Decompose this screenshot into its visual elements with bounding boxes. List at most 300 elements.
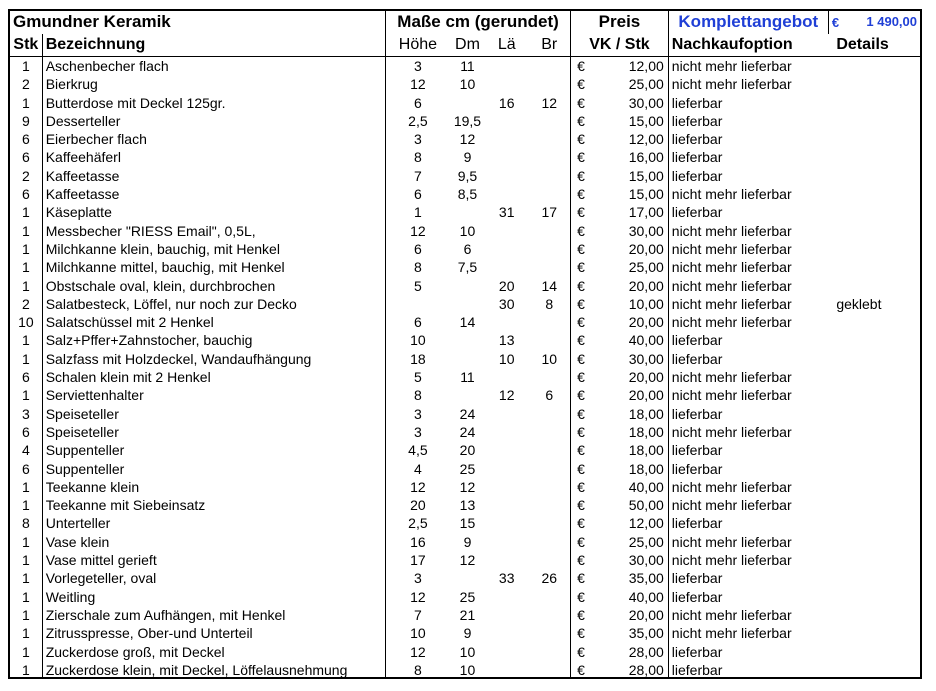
row-diameter: 15 xyxy=(459,515,476,532)
row-height: 10 xyxy=(385,331,449,349)
row-name: Bierkrug xyxy=(42,75,385,93)
row-currency: € xyxy=(571,185,599,203)
row-currency: € xyxy=(571,643,599,661)
row-details xyxy=(828,75,920,93)
row-price: 20,00 xyxy=(628,277,664,294)
row-availability: nicht mehr lieferbar xyxy=(668,496,828,514)
row-height: 10 xyxy=(385,624,449,642)
row-currency: € xyxy=(571,240,599,258)
row-length xyxy=(485,75,528,93)
row-details xyxy=(828,130,920,148)
table-row xyxy=(10,313,920,331)
row-price: 25,00 xyxy=(628,533,664,550)
row-length xyxy=(485,167,528,185)
row-name: Vase mittel gerieft xyxy=(42,551,385,569)
row-name: Salatschüssel mit 2 Henkel xyxy=(42,313,385,331)
row-width: 8 xyxy=(545,295,554,312)
row-height: 8 xyxy=(385,386,449,404)
row-price: 30,00 xyxy=(628,94,664,111)
row-availability: lieferbar xyxy=(668,441,828,459)
row-width xyxy=(528,112,570,130)
row-height: 8 xyxy=(385,148,449,166)
row-length xyxy=(485,551,528,569)
row-details xyxy=(828,386,920,404)
row-width xyxy=(528,75,570,93)
table-row xyxy=(10,441,920,459)
table-row xyxy=(10,112,920,130)
row-length xyxy=(485,496,528,514)
row-details xyxy=(828,588,920,606)
row-qty: 1 xyxy=(21,588,30,605)
row-diameter: 9 xyxy=(463,149,472,166)
row-name: Weitling xyxy=(42,588,385,606)
row-name: Zierschale zum Aufhängen, mit Henkel xyxy=(42,606,385,624)
table-row xyxy=(10,514,920,532)
row-qty: 6 xyxy=(21,423,30,440)
row-availability: lieferbar xyxy=(668,112,828,130)
row-width: 12 xyxy=(541,94,558,111)
row-availability: nicht mehr lieferbar xyxy=(668,624,828,642)
row-qty: 1 xyxy=(21,240,30,257)
row-details xyxy=(828,313,920,331)
row-length xyxy=(485,533,528,551)
row-height: 4 xyxy=(385,460,449,478)
row-qty: 1 xyxy=(21,222,30,239)
row-qty: 2 xyxy=(21,295,30,312)
row-currency: € xyxy=(571,551,599,569)
row-qty: 2 xyxy=(21,167,30,184)
row-currency: € xyxy=(571,386,599,404)
row-currency: € xyxy=(571,533,599,551)
row-height: 2,5 xyxy=(385,112,449,130)
row-name: Messbecher "RIESS Email", 0,5L, xyxy=(42,222,385,240)
row-qty: 6 xyxy=(21,131,30,148)
row-length: 30 xyxy=(498,295,515,312)
table-row xyxy=(10,405,920,423)
row-price: 12,00 xyxy=(628,58,664,74)
row-diameter xyxy=(450,295,485,313)
row-details xyxy=(828,57,920,76)
row-name: Desserteller xyxy=(42,112,385,130)
row-height: 3 xyxy=(385,57,449,76)
col-height-header: Höhe xyxy=(385,34,449,57)
row-diameter: 10 xyxy=(459,661,476,678)
row-height: 2,5 xyxy=(385,514,449,532)
sheet-title: Gmundner Keramik xyxy=(13,12,171,32)
row-name: Salzfass mit Holzdeckel, Wandaufhängung xyxy=(42,350,385,368)
row-diameter xyxy=(450,386,485,404)
row-width xyxy=(528,167,570,185)
row-qty: 1 xyxy=(21,277,30,294)
row-qty: 8 xyxy=(21,515,30,532)
row-price: 40,00 xyxy=(628,588,664,605)
row-qty: 1 xyxy=(21,350,30,367)
row-qty: 10 xyxy=(18,314,34,331)
row-length xyxy=(485,313,528,331)
row-width xyxy=(528,588,570,606)
row-width xyxy=(528,313,570,331)
row-length: 31 xyxy=(498,204,515,221)
table-row xyxy=(10,661,920,679)
row-availability: nicht mehr lieferbar xyxy=(668,258,828,276)
row-availability: nicht mehr lieferbar xyxy=(668,222,828,240)
row-qty: 4 xyxy=(21,442,30,459)
row-price: 20,00 xyxy=(628,387,664,404)
table-row xyxy=(10,496,920,514)
row-name: Zitrusspresse, Ober-und Unterteil xyxy=(42,624,385,642)
col-name-header: Bezeichnung xyxy=(42,34,385,57)
row-length xyxy=(485,624,528,642)
table-row xyxy=(10,624,920,642)
row-availability: lieferbar xyxy=(668,203,828,221)
row-price: 20,00 xyxy=(628,314,664,331)
row-width: 14 xyxy=(541,277,558,294)
row-length xyxy=(485,185,528,203)
row-currency: € xyxy=(571,75,599,93)
col-availability-header: Nachkaufoption xyxy=(668,34,828,57)
row-height: 3 xyxy=(385,423,449,441)
row-availability: lieferbar xyxy=(668,405,828,423)
row-height: 17 xyxy=(385,551,449,569)
row-width xyxy=(528,258,570,276)
row-price: 20,00 xyxy=(628,240,664,257)
row-qty: 1 xyxy=(21,259,30,276)
row-availability: lieferbar xyxy=(668,643,828,661)
row-diameter: 6 xyxy=(463,240,472,257)
row-width xyxy=(528,478,570,496)
row-details xyxy=(828,624,920,642)
row-height: 7 xyxy=(385,606,449,624)
row-details xyxy=(828,350,920,368)
col-price-header: VK / Stk xyxy=(571,34,669,57)
row-height: 16 xyxy=(385,533,449,551)
row-availability: nicht mehr lieferbar xyxy=(668,423,828,441)
row-diameter: 10 xyxy=(459,222,476,239)
row-height: 5 xyxy=(385,368,449,386)
table-row xyxy=(10,222,920,240)
row-currency: € xyxy=(571,222,599,240)
row-width: 26 xyxy=(541,570,558,587)
row-diameter xyxy=(450,350,485,368)
row-details xyxy=(828,533,920,551)
row-availability: nicht mehr lieferbar xyxy=(668,478,828,496)
table-row xyxy=(10,130,920,148)
row-width xyxy=(528,661,570,679)
row-availability: nicht mehr lieferbar xyxy=(668,313,828,331)
row-price: 35,00 xyxy=(628,625,664,642)
row-width xyxy=(528,331,570,349)
table-row xyxy=(10,606,920,624)
row-diameter: 12 xyxy=(459,552,476,569)
row-width xyxy=(528,423,570,441)
row-availability: lieferbar xyxy=(668,350,828,368)
row-availability: lieferbar xyxy=(668,514,828,532)
row-length: 33 xyxy=(498,570,515,587)
row-height: 5 xyxy=(385,277,449,295)
row-width xyxy=(528,130,570,148)
table-row xyxy=(10,203,920,221)
row-qty: 1 xyxy=(21,625,30,642)
row-width xyxy=(528,551,570,569)
row-price: 35,00 xyxy=(628,570,664,587)
row-width xyxy=(528,368,570,386)
table-row xyxy=(10,75,920,93)
row-availability: lieferbar xyxy=(668,94,828,112)
row-width xyxy=(528,624,570,642)
row-name: Salatbesteck, Löffel, nur noch zur Decko xyxy=(42,295,385,313)
row-name: Eierbecher flach xyxy=(42,130,385,148)
row-length xyxy=(485,460,528,478)
row-price: 17,00 xyxy=(628,204,664,221)
row-details xyxy=(828,441,920,459)
row-price: 16,00 xyxy=(628,149,664,166)
row-width xyxy=(528,441,570,459)
row-diameter: 13 xyxy=(459,497,476,514)
row-diameter: 25 xyxy=(459,588,476,605)
col-width-header: Br xyxy=(528,34,570,57)
row-height: 7 xyxy=(385,167,449,185)
row-price: 40,00 xyxy=(628,478,664,495)
table-row xyxy=(10,258,920,276)
row-name: Schalen klein mit 2 Henkel xyxy=(42,368,385,386)
row-height: 12 xyxy=(385,588,449,606)
row-width: 17 xyxy=(541,204,558,221)
row-details xyxy=(828,277,920,295)
row-availability: lieferbar xyxy=(668,167,828,185)
row-currency: € xyxy=(571,313,599,331)
row-height: 6 xyxy=(385,94,449,112)
row-currency: € xyxy=(571,148,599,166)
row-availability: nicht mehr lieferbar xyxy=(668,551,828,569)
row-price: 28,00 xyxy=(628,661,664,678)
row-width xyxy=(528,148,570,166)
row-name: Suppenteller xyxy=(42,441,385,459)
row-qty: 1 xyxy=(21,478,30,495)
row-price: 18,00 xyxy=(628,442,664,459)
row-diameter: 10 xyxy=(459,76,476,93)
row-qty: 2 xyxy=(21,76,30,93)
row-width xyxy=(528,240,570,258)
table-row xyxy=(10,350,920,368)
row-width: 6 xyxy=(545,387,554,404)
row-height: 4,5 xyxy=(385,441,449,459)
row-currency: € xyxy=(571,405,599,423)
row-price: 15,00 xyxy=(628,112,664,129)
row-price: 20,00 xyxy=(628,369,664,386)
row-details xyxy=(828,331,920,349)
row-qty: 1 xyxy=(21,606,30,623)
row-currency: € xyxy=(571,569,599,587)
row-price: 25,00 xyxy=(628,259,664,276)
row-details xyxy=(828,368,920,386)
row-name: Kaffeetasse xyxy=(42,185,385,203)
row-details xyxy=(828,496,920,514)
row-length xyxy=(485,258,528,276)
row-length xyxy=(485,588,528,606)
row-height: 12 xyxy=(385,643,449,661)
row-diameter xyxy=(450,203,485,221)
table-row xyxy=(10,331,920,349)
row-currency: € xyxy=(571,57,599,76)
row-diameter: 11 xyxy=(460,58,475,74)
row-details xyxy=(828,643,920,661)
row-length xyxy=(485,478,528,496)
table-body xyxy=(10,57,920,680)
row-qty: 6 xyxy=(21,460,30,477)
row-currency: € xyxy=(571,496,599,514)
row-currency: € xyxy=(571,423,599,441)
row-length xyxy=(485,514,528,532)
row-width xyxy=(528,496,570,514)
row-qty: 1 xyxy=(21,570,30,587)
table-row xyxy=(10,368,920,386)
row-name: Käseplatte xyxy=(42,203,385,221)
dimensions-group-header: Maße cm (gerundet) xyxy=(385,11,570,34)
table-row xyxy=(10,460,920,478)
row-width xyxy=(528,643,570,661)
row-name: Speiseteller xyxy=(42,405,385,423)
row-price: 12,00 xyxy=(628,515,664,532)
complete-offer-currency: € xyxy=(831,14,840,30)
row-details xyxy=(828,240,920,258)
row-qty: 3 xyxy=(21,405,30,422)
row-details xyxy=(828,569,920,587)
row-qty: 1 xyxy=(21,94,30,111)
row-details xyxy=(828,185,920,203)
row-length: 13 xyxy=(498,332,515,349)
row-name: Kaffeehäferl xyxy=(42,148,385,166)
row-diameter: 11 xyxy=(460,369,475,386)
price-group-header: Preis xyxy=(571,11,669,34)
row-qty: 1 xyxy=(21,661,30,678)
row-price: 18,00 xyxy=(628,405,664,422)
col-length-header: Lä xyxy=(485,34,528,57)
row-width xyxy=(528,222,570,240)
row-details xyxy=(828,478,920,496)
row-name: Vorlegeteller, oval xyxy=(42,569,385,587)
table-row xyxy=(10,533,920,551)
row-currency: € xyxy=(571,606,599,624)
row-name: Obstschale oval, klein, durchbrochen xyxy=(42,277,385,295)
row-qty: 1 xyxy=(21,204,30,221)
row-price: 25,00 xyxy=(628,76,664,93)
row-height: 6 xyxy=(385,313,449,331)
row-width xyxy=(528,57,570,76)
row-availability: nicht mehr lieferbar xyxy=(668,533,828,551)
row-price: 30,00 xyxy=(628,222,664,239)
row-availability: nicht mehr lieferbar xyxy=(668,75,828,93)
row-price: 12,00 xyxy=(628,131,664,148)
row-length: 10 xyxy=(498,350,515,367)
row-length xyxy=(485,57,528,76)
row-height: 6 xyxy=(385,240,449,258)
row-width xyxy=(528,185,570,203)
row-height: 18 xyxy=(385,350,449,368)
col-diameter-header: Dm xyxy=(450,34,485,57)
row-name: Vase klein xyxy=(42,533,385,551)
row-diameter: 9,5 xyxy=(457,167,478,184)
row-details xyxy=(828,606,920,624)
row-currency: € xyxy=(571,514,599,532)
row-qty: 6 xyxy=(21,186,30,203)
row-details xyxy=(828,514,920,532)
row-length: 20 xyxy=(498,277,515,294)
table-row xyxy=(10,167,920,185)
row-availability: lieferbar xyxy=(668,661,828,679)
price-list-sheet xyxy=(8,9,922,679)
row-height: 12 xyxy=(385,478,449,496)
row-availability: nicht mehr lieferbar xyxy=(668,277,828,295)
row-availability: lieferbar xyxy=(668,460,828,478)
row-qty: 1 xyxy=(21,387,30,404)
row-currency: € xyxy=(571,460,599,478)
row-name: Butterdose mit Deckel 125gr. xyxy=(42,94,385,112)
row-availability: lieferbar xyxy=(668,569,828,587)
row-diameter xyxy=(450,277,485,295)
row-details xyxy=(828,405,920,423)
row-height: 20 xyxy=(385,496,449,514)
row-height: 1 xyxy=(385,203,449,221)
row-diameter: 8,5 xyxy=(457,186,478,203)
row-details xyxy=(828,551,920,569)
row-qty: 6 xyxy=(21,149,30,166)
row-length xyxy=(485,643,528,661)
row-length: 12 xyxy=(498,387,515,404)
row-price: 10,00 xyxy=(628,295,664,312)
table-row xyxy=(10,569,920,587)
row-name: Unterteller xyxy=(42,514,385,532)
row-name: Serviettenhalter xyxy=(42,386,385,404)
row-height: 3 xyxy=(385,569,449,587)
row-height: 3 xyxy=(385,405,449,423)
row-length xyxy=(485,405,528,423)
row-diameter: 25 xyxy=(459,460,476,477)
row-price: 30,00 xyxy=(628,350,664,367)
row-length xyxy=(485,368,528,386)
table-row xyxy=(10,386,920,404)
row-name: Suppenteller xyxy=(42,460,385,478)
row-length xyxy=(485,112,528,130)
row-currency: € xyxy=(571,295,599,313)
row-diameter: 14 xyxy=(459,314,476,331)
row-length xyxy=(485,661,528,679)
row-details xyxy=(828,460,920,478)
row-currency: € xyxy=(571,94,599,112)
row-diameter: 24 xyxy=(459,405,476,422)
row-width xyxy=(528,460,570,478)
table-row xyxy=(10,643,920,661)
row-qty: 1 xyxy=(21,533,30,550)
row-qty: 9 xyxy=(21,112,30,129)
row-currency: € xyxy=(571,478,599,496)
row-details xyxy=(828,94,920,112)
complete-offer-price xyxy=(828,11,920,34)
row-availability: lieferbar xyxy=(668,148,828,166)
row-diameter: 12 xyxy=(459,131,476,148)
row-diameter: 9 xyxy=(463,533,472,550)
row-width xyxy=(528,606,570,624)
row-width xyxy=(528,514,570,532)
row-qty: 1 xyxy=(21,643,30,660)
row-qty: 1 xyxy=(21,332,30,349)
table-row xyxy=(10,57,920,76)
complete-offer-amount: 1 490,00 xyxy=(866,13,917,29)
row-name: Kaffeetasse xyxy=(42,167,385,185)
table-row xyxy=(10,588,920,606)
row-length xyxy=(485,130,528,148)
table-row xyxy=(10,423,920,441)
row-diameter: 9 xyxy=(463,625,472,642)
